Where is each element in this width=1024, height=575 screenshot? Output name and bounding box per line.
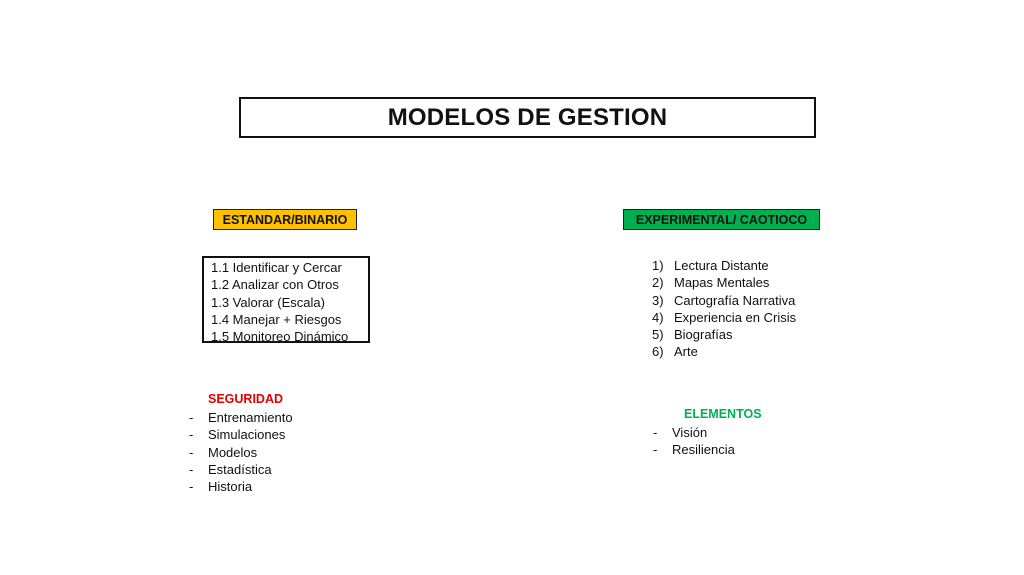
title-box: [239, 97, 816, 138]
bullet-dash: -: [653, 442, 658, 458]
estandar-binario-label: ESTANDAR/BINARIO: [222, 212, 348, 227]
list-item: [653, 424, 735, 441]
list-label: Resiliencia: [672, 442, 735, 458]
list-item: [652, 343, 796, 360]
bullet-dash: -: [653, 425, 658, 440]
list-label: Historia: [208, 479, 253, 495]
list-item: 1.2 Analizar con Otros: [211, 277, 339, 293]
estandar-steps-box: [202, 256, 370, 343]
list-label: Visión: [672, 425, 708, 440]
seguridad-heading: SEGURIDAD: [208, 392, 284, 406]
bullet-dash: -: [189, 427, 194, 443]
list-label: Lectura Distante: [674, 258, 769, 273]
elementos-list: [653, 424, 735, 459]
list-item: 1.4 Manejar + Riesgos: [211, 311, 342, 327]
list-label: Mapas Mentales: [674, 275, 770, 291]
page-title: MODELOS DE GESTION: [387, 103, 668, 131]
list-number: 5): [652, 327, 664, 343]
list-label: Simulaciones: [208, 427, 286, 443]
list-item: [652, 309, 796, 326]
list-item: 1.5 Monitoreo Dinámico: [211, 329, 349, 345]
list-number: 4): [652, 309, 664, 325]
list-item: [652, 326, 796, 343]
experimental-caotioco-label: EXPERIMENTAL/ CAOTIOCO: [635, 212, 808, 227]
bullet-dash: -: [189, 410, 194, 425]
list-item: [189, 426, 293, 443]
experimental-numbered-list: [652, 257, 796, 361]
estandar-binario-tag: [213, 209, 357, 230]
list-item: [652, 292, 796, 309]
elementos-heading: ELEMENTOS: [684, 407, 762, 421]
experimental-caotioco-tag: [623, 209, 820, 230]
bullet-dash: -: [189, 479, 194, 495]
list-label: Biografías: [674, 327, 733, 343]
list-item: 1.1 Identificar y Cercar: [211, 260, 342, 275]
list-label: Cartografía Narrativa: [674, 292, 796, 308]
list-number: 6): [652, 344, 664, 360]
list-item: [652, 274, 796, 291]
list-label: Entrenamiento: [208, 410, 293, 425]
list-item: [189, 444, 293, 461]
list-label: Experiencia en Crisis: [674, 309, 797, 325]
list-number: 2): [652, 275, 664, 291]
bullet-dash: -: [189, 461, 194, 477]
list-item: [652, 257, 796, 274]
list-item: [189, 478, 293, 495]
list-item: [189, 409, 293, 426]
bullet-dash: -: [189, 444, 194, 460]
list-number: 3): [652, 292, 664, 308]
list-item: [653, 441, 735, 458]
list-number: 1): [652, 258, 664, 273]
list-item: 1.3 Valorar (Escala): [211, 294, 325, 310]
list-label: Estadística: [208, 461, 272, 477]
list-label: Arte: [674, 344, 698, 360]
list-item: [189, 461, 293, 478]
list-label: Modelos: [208, 444, 258, 460]
seguridad-list: [189, 409, 293, 495]
